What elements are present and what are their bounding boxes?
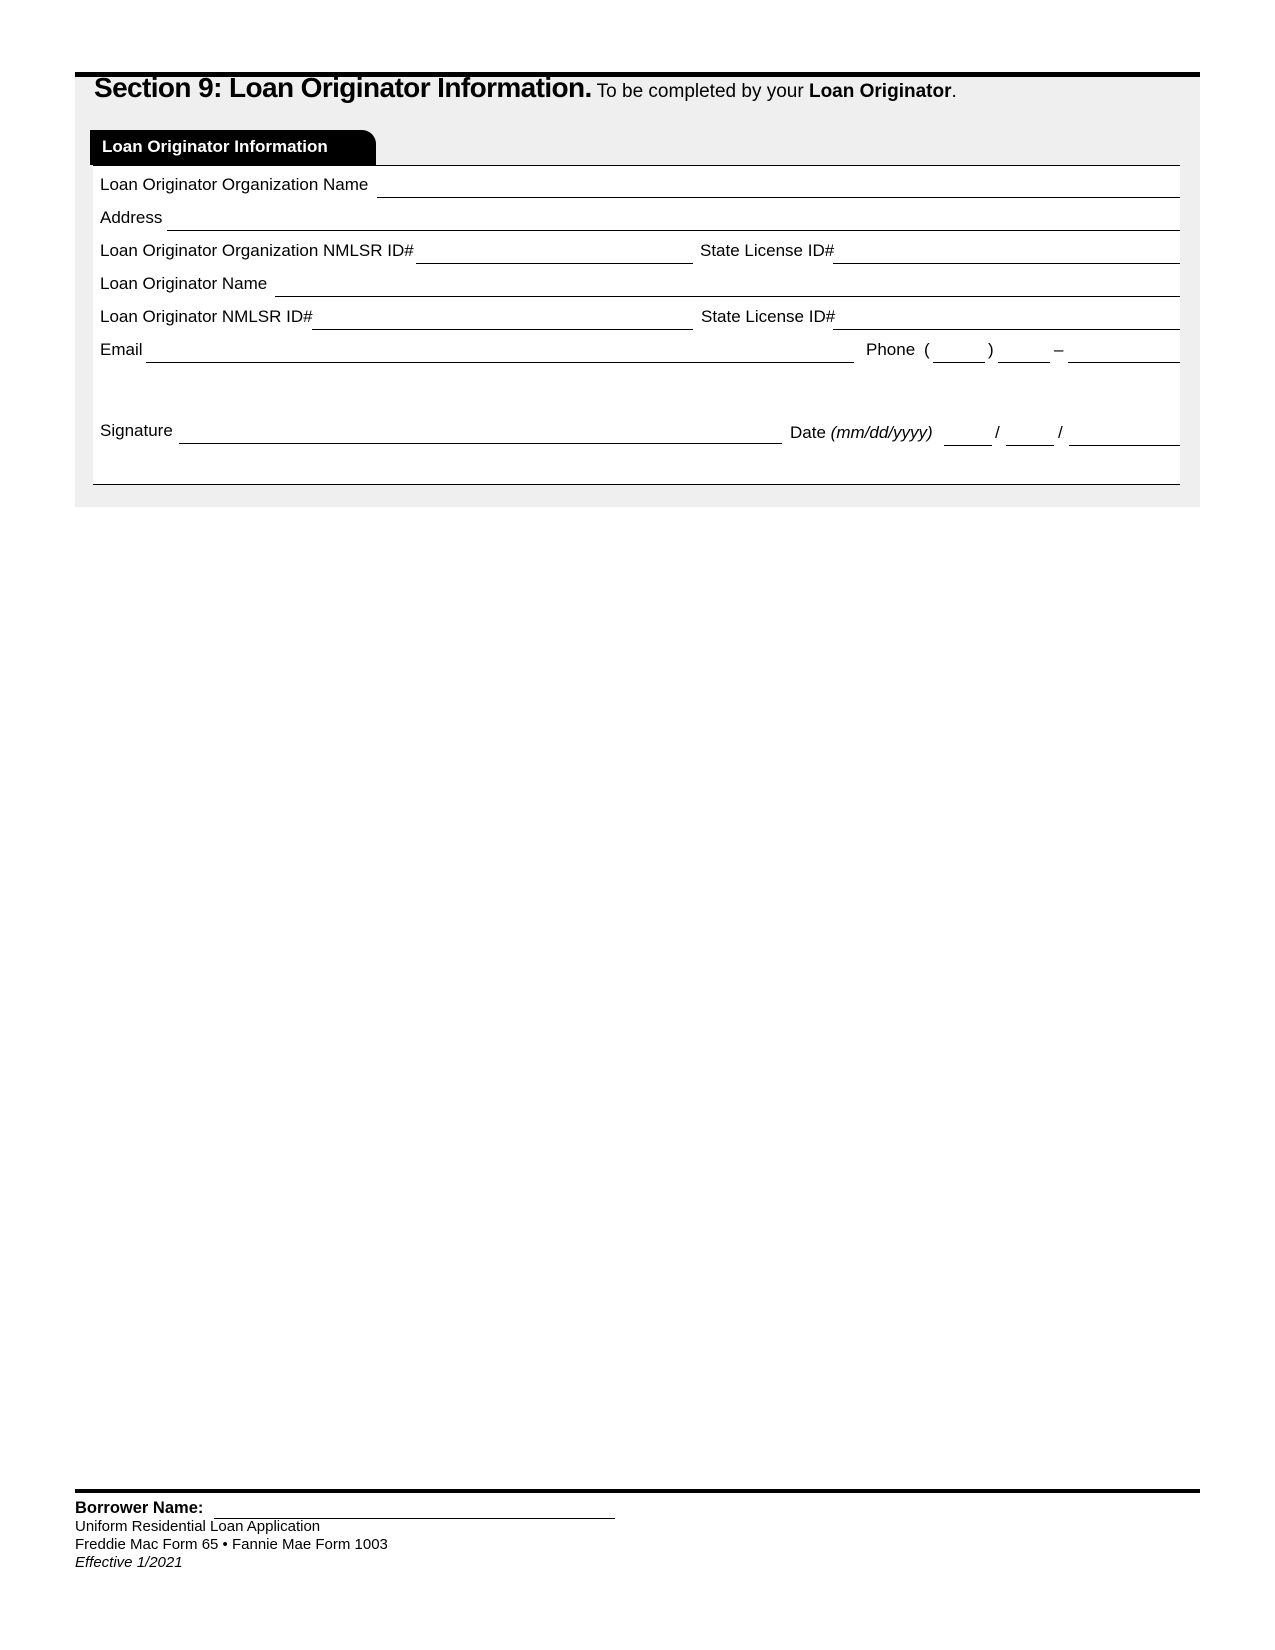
borrower-name-label: Borrower Name: xyxy=(75,1499,204,1517)
org-nmlsr-label: Loan Originator Organization NMLSR ID# xyxy=(100,241,414,260)
originator-nmlsr-label: Loan Originator NMLSR ID# xyxy=(100,307,313,326)
phone-open-paren: ( xyxy=(924,340,930,359)
date-day-field[interactable] xyxy=(1006,445,1054,446)
footer-form-title: Uniform Residential Loan Application xyxy=(75,1518,321,1535)
org-nmlsr-field[interactable] xyxy=(416,263,693,264)
signature-label: Signature xyxy=(100,421,173,440)
footer-rule xyxy=(75,1489,1200,1493)
org-name-field[interactable] xyxy=(377,197,1180,198)
date-month-field[interactable] xyxy=(944,445,992,446)
phone-label: Phone xyxy=(866,340,916,359)
originator-name-label: Loan Originator Name xyxy=(100,274,268,293)
address-field[interactable] xyxy=(167,230,1180,231)
originator-name-field[interactable] xyxy=(275,296,1180,297)
phone-line-field[interactable] xyxy=(1068,362,1180,363)
state-license-1-label: State License ID# xyxy=(700,241,835,260)
section-subtitle-suffix: . xyxy=(951,81,957,102)
date-format-hint: (mm/dd/yyyy) xyxy=(830,423,933,442)
section-heading xyxy=(94,72,957,104)
org-name-label: Loan Originator Organization Name xyxy=(100,175,369,194)
date-separator-2: / xyxy=(1058,423,1063,442)
phone-area-code-field[interactable] xyxy=(933,362,985,363)
date-label xyxy=(790,423,933,443)
section-subtitle-prefix: To be completed by your xyxy=(596,81,804,102)
phone-close-paren: ) xyxy=(988,340,994,359)
signature-field[interactable] xyxy=(179,443,782,444)
footer-form-numbers: Freddie Mac Form 65 • Fannie Mae Form 1003 xyxy=(75,1536,388,1553)
address-label: Address xyxy=(100,208,163,227)
state-license-1-field[interactable] xyxy=(833,263,1180,264)
tab-loan-originator-information: Loan Originator Information xyxy=(90,130,376,165)
section-subtitle-bold: Loan Originator xyxy=(808,81,952,102)
state-license-2-label: State License ID# xyxy=(701,307,836,326)
phone-prefix-field[interactable] xyxy=(998,362,1050,363)
footer-effective-date: Effective 1/2021 xyxy=(75,1554,183,1571)
originator-nmlsr-field[interactable] xyxy=(312,329,693,330)
email-field[interactable] xyxy=(146,362,854,363)
date-separator-1: / xyxy=(995,423,1000,442)
date-label-text: Date xyxy=(790,423,826,442)
section-title: Section 9: Loan Originator Information. xyxy=(94,72,592,103)
date-year-field[interactable] xyxy=(1069,445,1180,446)
email-label: Email xyxy=(100,340,143,359)
phone-dash: – xyxy=(1054,340,1064,359)
state-license-2-field[interactable] xyxy=(833,329,1180,330)
